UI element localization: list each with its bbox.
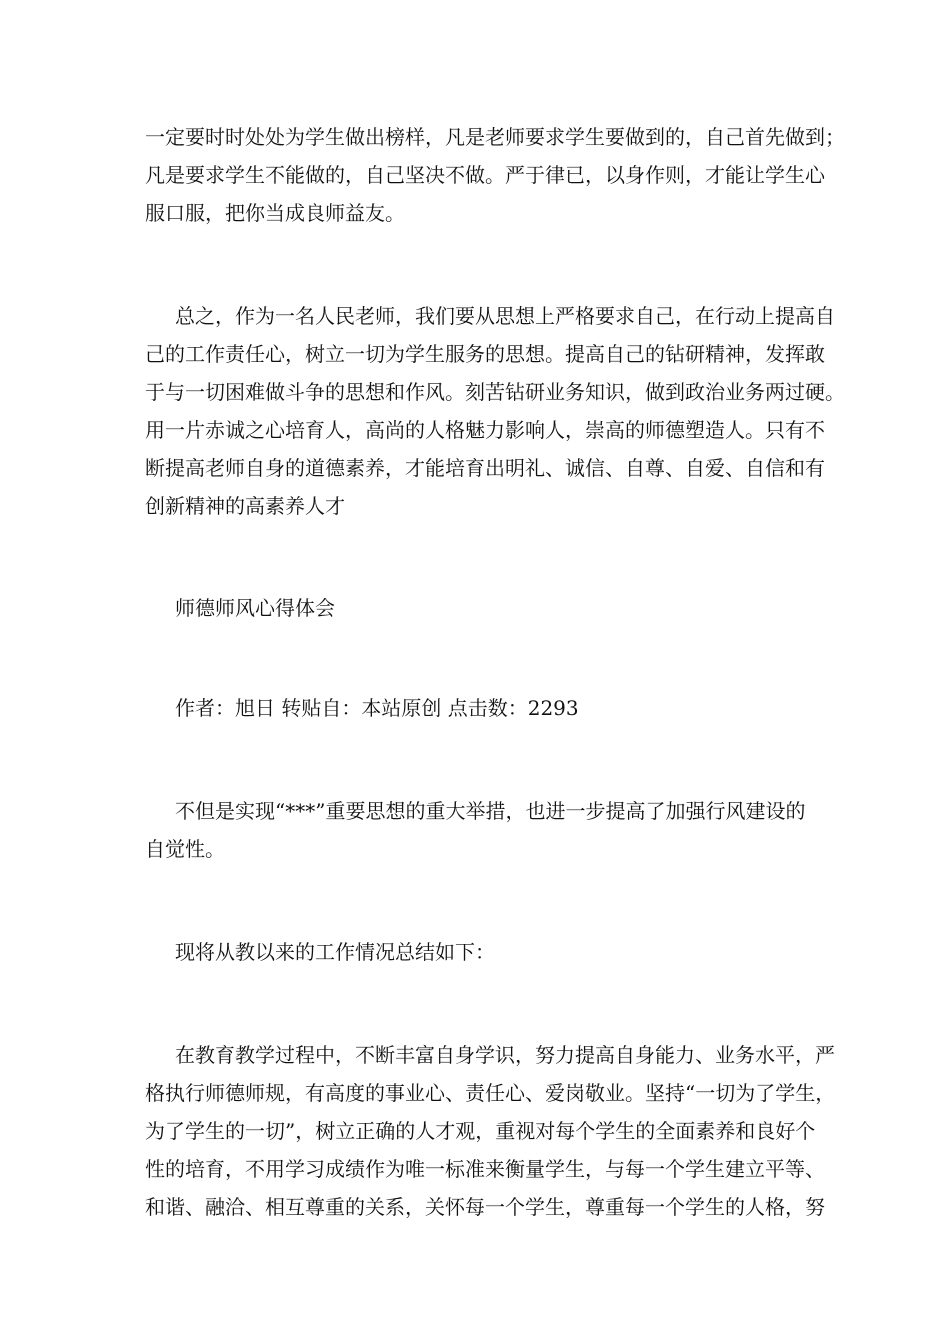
paragraph-line: 服口服，把你当成良师益友。: [145, 201, 405, 225]
paragraph-1: [145, 118, 845, 232]
paragraph-line: 凡是要求学生不能做的，自己坚决不做。严于律已，以身作则，才能让学生心: [145, 163, 825, 187]
paragraph-line: 在教育教学过程中，不断丰富自身学识，努力提高自身能力、业务水平，严: [175, 1043, 835, 1067]
article-title: 师德师风心得体会: [175, 596, 335, 620]
paragraph-2: [145, 297, 845, 525]
paragraph-3: [145, 792, 815, 868]
paragraph-line: 自觉性。: [145, 837, 225, 861]
paragraph-line: 创新精神的高素养人才: [145, 494, 345, 518]
paragraph-line: 用一片赤诚之心培育人，高尚的人格魅力影响人，崇高的师德塑造人。只有不: [145, 418, 825, 442]
paragraph-line: 性的培育，不用学习成绩作为唯一标准来衡量学生，与每一个学生建立平等、: [145, 1157, 825, 1181]
paragraph-line: 为了学生的一切”，树立正确的人才观，重视对每个学生的全面素养和良好个: [145, 1119, 816, 1143]
article-byline: 作者：旭日 转贴自：本站原创 点击数：2293: [175, 696, 579, 720]
byline-block: [145, 689, 815, 727]
paragraph-line: 不但是实现“***”重要思想的重大举措，也进一步提高了加强行风建设的: [175, 799, 806, 823]
paragraph-line: 己的工作责任心，树立一切为学生服务的思想。提高自己的钻研精神，发挥敢: [145, 342, 825, 366]
paragraph-5: [145, 1036, 836, 1226]
article-title-block: [145, 589, 815, 627]
paragraph-line: 和谐、融洽、相互尊重的关系，关怀每一个学生，尊重每一个学生的人格，努: [145, 1195, 825, 1219]
paragraph-line: 总之，作为一名人民老师，我们要从思想上严格要求自己，在行动上提高自: [175, 304, 835, 328]
paragraph-line: 于与一切困难做斗争的思想和作风。刻苦钻研业务知识，做到政治业务两过硬。: [145, 380, 845, 404]
paragraph-4: [145, 933, 815, 971]
paragraph-line: 现将从教以来的工作情况总结如下：: [175, 940, 495, 964]
paragraph-line: 断提高老师自身的道德素养，才能培育出明礼、诚信、自尊、自爱、自信和有: [145, 456, 825, 480]
paragraph-line: 格执行师德师规，有高度的事业心、责任心、爱岗敬业。坚持“一切为了学生，: [145, 1081, 836, 1105]
paragraph-line: 一定要时时处处为学生做出榜样，凡是老师要求学生要做到的，自己首先做到；: [145, 125, 845, 149]
